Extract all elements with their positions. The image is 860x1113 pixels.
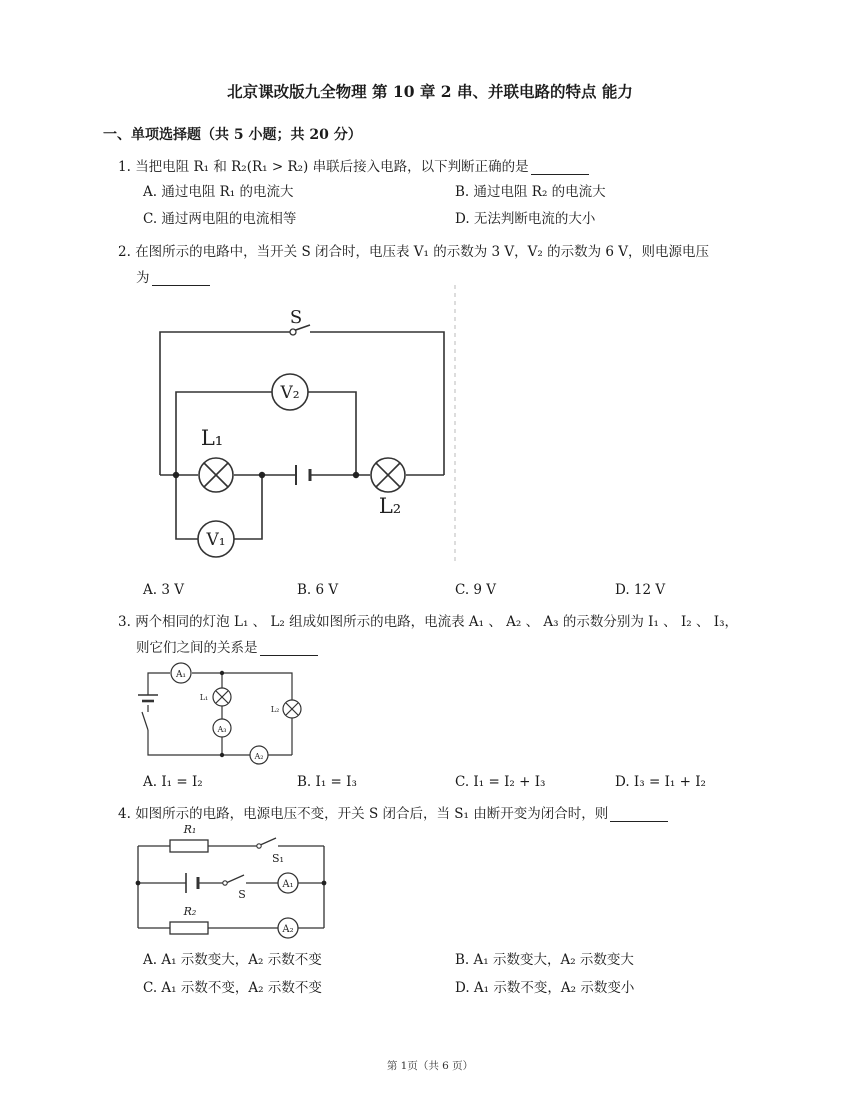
- l2-label: L₂: [378, 494, 402, 518]
- question-3-line2: 则它们之间的关系是: [136, 636, 318, 656]
- option-d[interactable]: D. I₃ = I₁ + I₂: [615, 774, 706, 790]
- page-title: 北京课改版九全物理 第 10 章 2 串、并联电路的特点 能力: [227, 82, 633, 101]
- option-b[interactable]: B. 通过电阻 R₂ 的电流大: [455, 184, 606, 200]
- answer-blank: [531, 160, 589, 175]
- question-number: 1.: [118, 159, 131, 175]
- answer-blank: [152, 271, 210, 286]
- a2-label: A₂: [254, 752, 264, 761]
- lamp-l1-icon: [213, 688, 231, 706]
- l1-label: L₁: [200, 426, 224, 450]
- v1-label: V₁: [206, 530, 226, 550]
- option-d[interactable]: D. 12 V: [615, 582, 666, 598]
- resistor-r1-icon: [170, 840, 208, 852]
- a1-label: A₁: [282, 879, 294, 890]
- circuit-figure-q2: [150, 285, 470, 570]
- v2-label: V₂: [280, 383, 300, 403]
- option-c[interactable]: C. I₁ = I₂ + I₃: [455, 774, 546, 790]
- question-1: [118, 155, 589, 175]
- option-a[interactable]: A. I₁ = I₂: [143, 774, 203, 790]
- resistor-r2-icon: [170, 922, 208, 934]
- s-label: S: [238, 888, 246, 901]
- option-b[interactable]: B. I₁ = I₃: [297, 774, 357, 790]
- question-2: [118, 240, 709, 260]
- question-stem: 如图所示的电路，电源电压不变，开关 S 闭合后，当 S₁ 由断开变为闭合时，则: [135, 806, 609, 822]
- circuit-figure-q3: [128, 655, 313, 767]
- question-stem: 当把电阻 R₁ 和 R₂(R₁ > R₂) 串联后接入电路，以下判断正确的是: [135, 159, 529, 175]
- option-a[interactable]: A. A₁ 示数变大，A₂ 示数不变: [143, 952, 322, 968]
- switch-label: S: [289, 307, 303, 328]
- option-b[interactable]: B. 6 V: [297, 582, 339, 598]
- a1-label: A₁: [175, 670, 187, 680]
- l1-label: L₁: [199, 693, 209, 702]
- option-d[interactable]: D. A₁ 示数不变，A₂ 示数变小: [455, 980, 635, 996]
- option-c[interactable]: C. 通过两电阻的电流相等: [143, 211, 297, 227]
- question-number: 4.: [118, 806, 131, 822]
- circuit-figure-q4: [128, 818, 338, 943]
- switch-s1-pivot-icon: [257, 844, 261, 848]
- s1-label: S₁: [272, 852, 284, 865]
- section-heading: 一、单项选择题（共 5 小题；共 20 分）: [103, 127, 362, 143]
- a3-label: A₃: [217, 725, 227, 734]
- question-number: 3.: [118, 614, 131, 630]
- r2-label: R₂: [183, 905, 197, 918]
- question-2-line2: 为: [136, 266, 210, 286]
- question-stem: 两个相同的灯泡 L₁ 、 L₂ 组成如图所示的电路，电流表 A₁ 、 A₂ 、 A₃ 的示数分别为 I₁ 、 I₂ 、 I₃，: [135, 614, 739, 630]
- l2-label: L₂: [270, 705, 280, 714]
- answer-blank: [260, 641, 318, 656]
- option-a[interactable]: A. 3 V: [143, 582, 184, 598]
- question-number: 2.: [118, 244, 131, 260]
- option-c[interactable]: C. A₁ 示数不变，A₂ 示数不变: [143, 980, 322, 996]
- option-a[interactable]: A. 通过电阻 R₁ 的电流大: [143, 184, 294, 200]
- r1-label: R₁: [183, 823, 197, 836]
- question-stem: 在图所示的电路中，当开关 S 闭合时，电压表 V₁ 的示数为 3 V，V₂ 的示数为 6 V，则电源电压: [135, 244, 710, 260]
- switch-pivot-icon: [290, 329, 296, 335]
- page-footer: 第 1页（共 6 页）: [386, 1060, 474, 1072]
- lamp-l2-icon: [371, 458, 405, 492]
- switch-s-pivot-icon: [223, 881, 227, 885]
- lamp-l2-icon: [283, 700, 301, 718]
- lamp-l1-icon: [199, 458, 233, 492]
- answer-blank: [610, 807, 668, 822]
- question-3: [118, 610, 738, 630]
- option-d[interactable]: D. 无法判断电流的大小: [455, 211, 596, 227]
- option-c[interactable]: C. 9 V: [455, 582, 497, 598]
- a2-label: A₂: [282, 924, 294, 935]
- option-b[interactable]: B. A₁ 示数变大，A₂ 示数变大: [455, 952, 634, 968]
